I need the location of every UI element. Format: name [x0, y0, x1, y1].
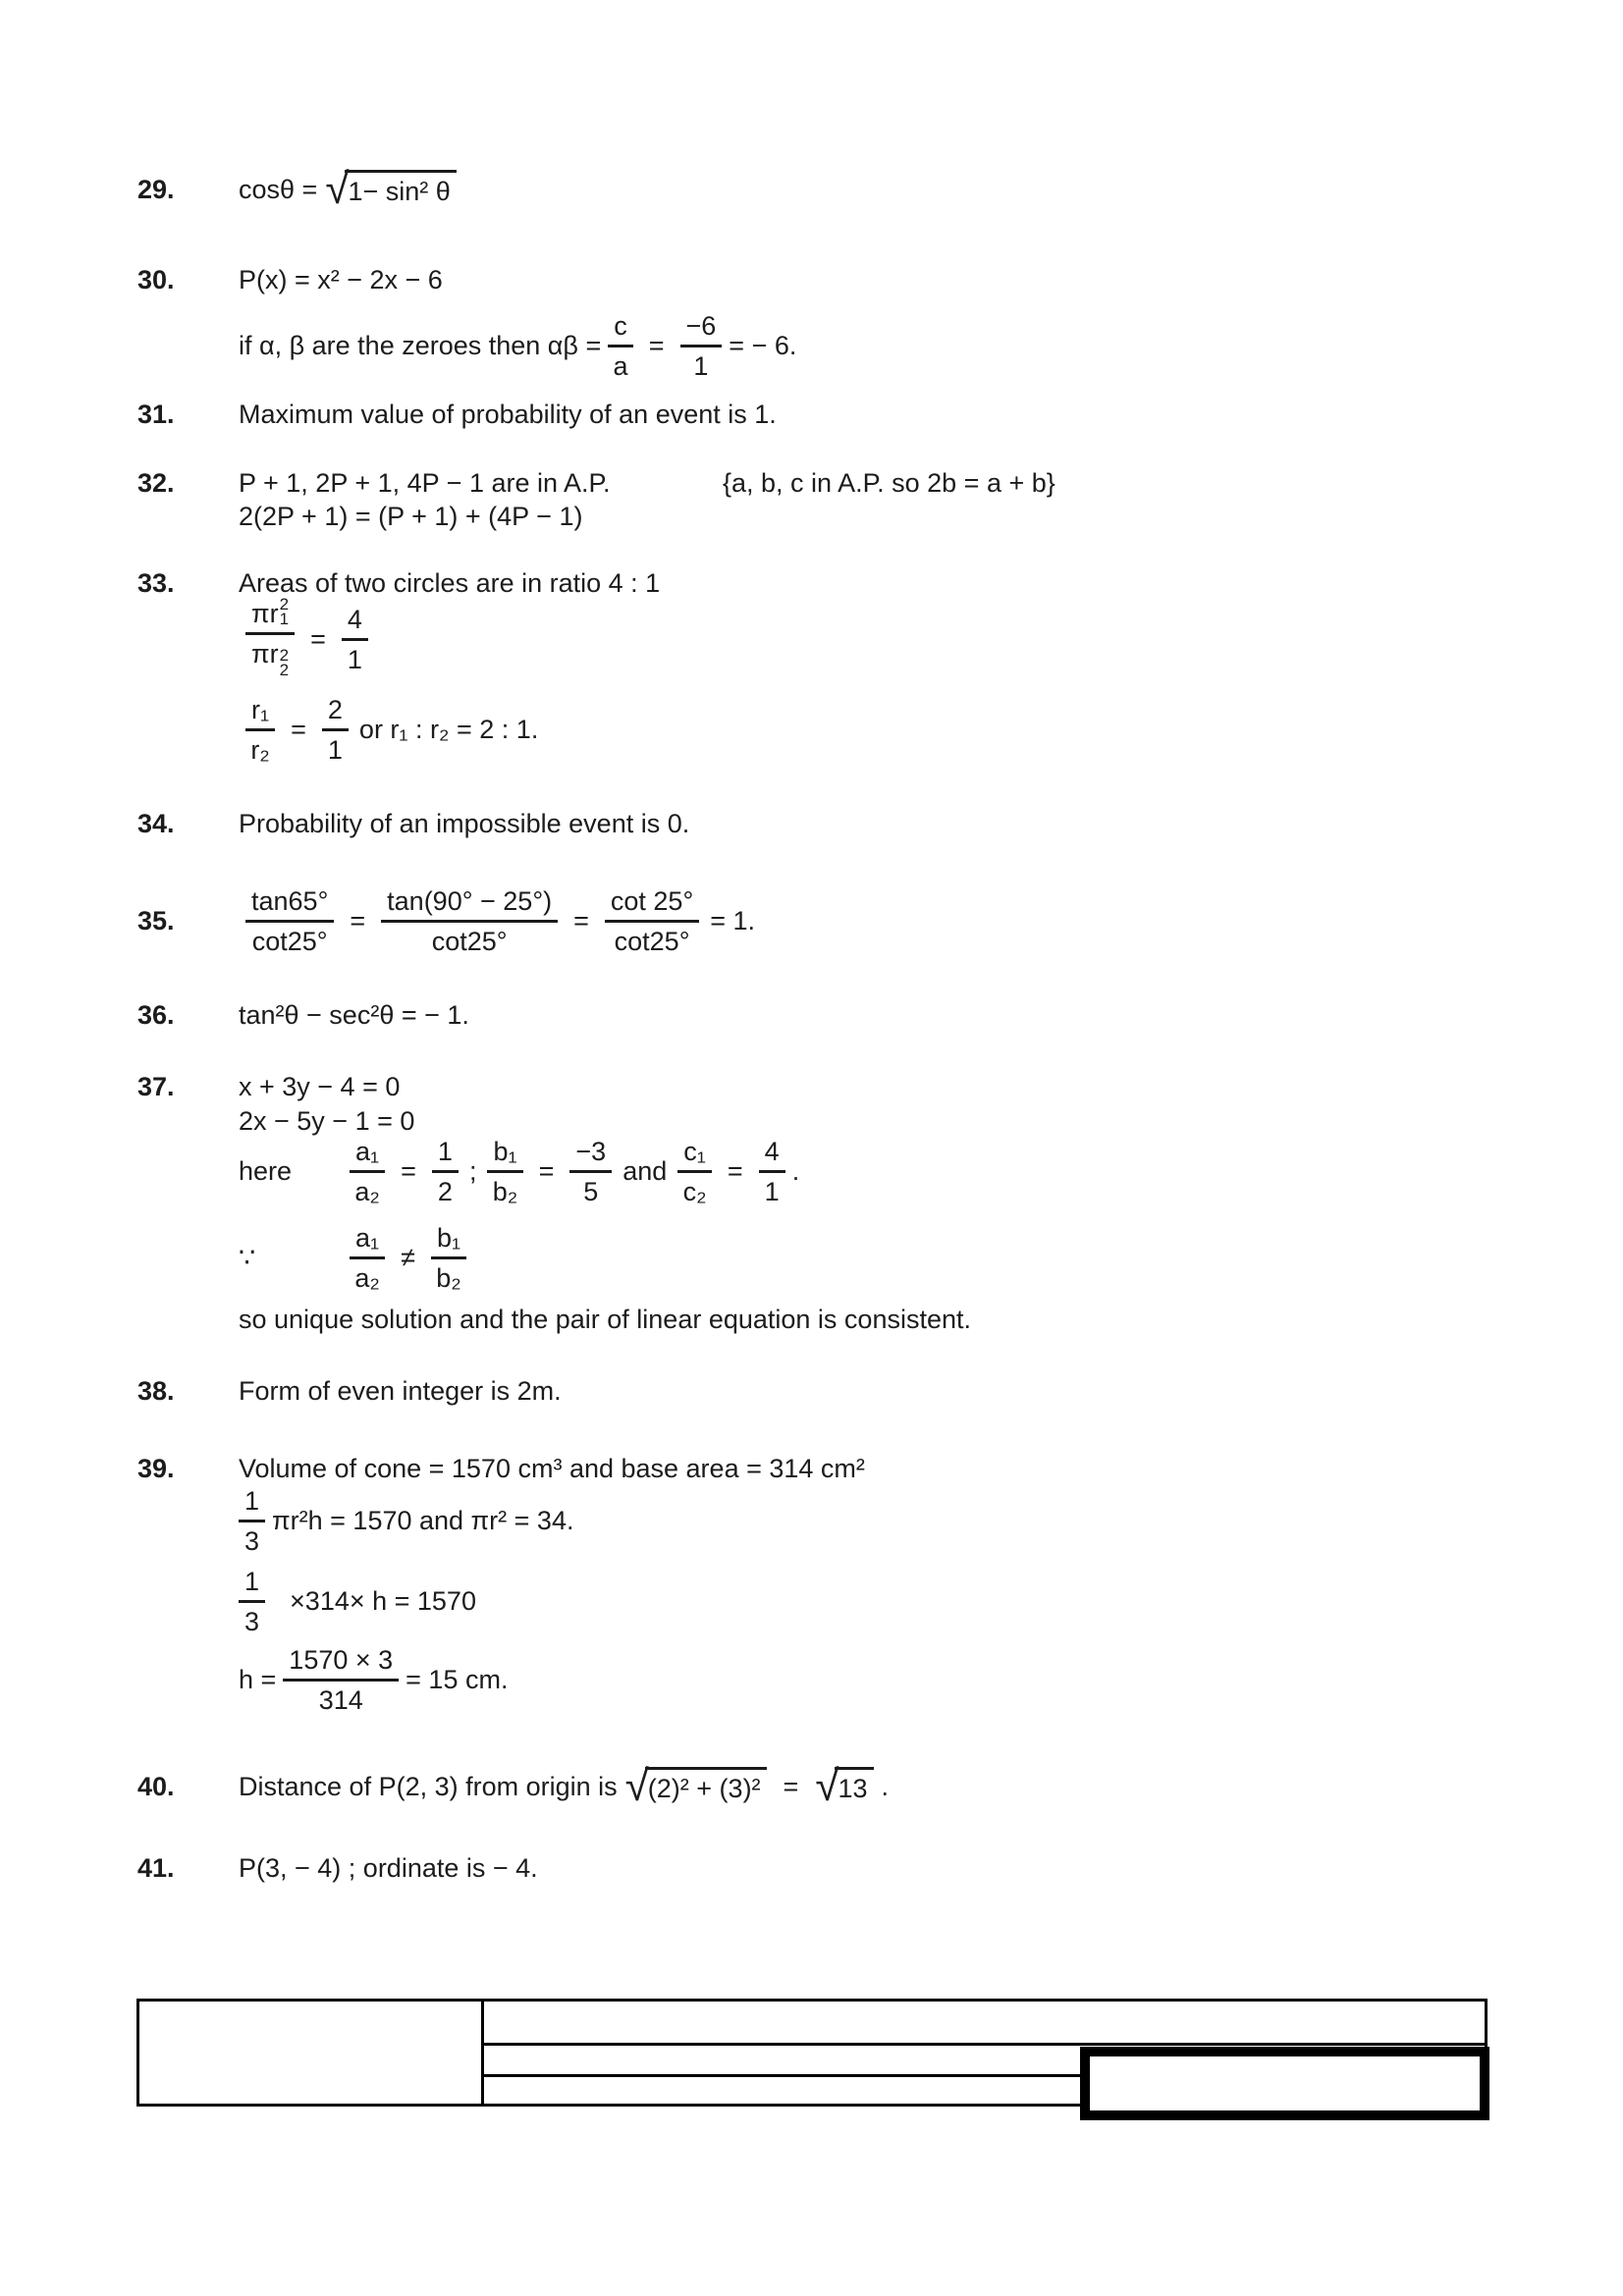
- text: = 1.: [710, 906, 756, 935]
- text: or r₁ : r₂ = 2 : 1.: [358, 715, 539, 744]
- question-38-number: 38.: [137, 1376, 175, 1406]
- because-symbol: ∵: [239, 1243, 256, 1272]
- sup-sub-stack: [280, 648, 289, 677]
- fraction-neg6-over-1: $\frac{-6}{1}$: [680, 311, 723, 381]
- question-31: [137, 398, 777, 431]
- question-32-statement: P + 1, 2P + 1, 4P − 1 are in A.P.: [239, 468, 611, 498]
- equals-sign: =: [291, 715, 306, 744]
- question-41: [137, 1851, 538, 1885]
- subscript: 2: [279, 661, 290, 679]
- question-36: [137, 998, 469, 1032]
- question-39-number: 39.: [137, 1454, 175, 1483]
- question-34: [137, 807, 689, 840]
- question-33-ratio-radii: [239, 692, 538, 767]
- fraction-b1-over-b2: $\frac{\text{b₁}}{\text{b₂}}$: [431, 1223, 466, 1293]
- equals-sign: =: [401, 1156, 416, 1186]
- question-32-number: 32.: [137, 468, 175, 498]
- equation: 2(2P + 1) = (P + 1) + (4P − 1): [239, 502, 583, 531]
- radical-sign: √: [815, 1762, 839, 1810]
- fraction-1-over-3: $\frac{1}{3}$: [239, 1486, 265, 1556]
- and-label: and: [622, 1156, 668, 1186]
- question-32-line-1: [137, 466, 1055, 500]
- fraction-c-over-a: $\frac{c}{a}$: [608, 311, 633, 381]
- question-40-text: Distance of P(2, 3) from origin is: [239, 1772, 618, 1801]
- equals-sign: =: [783, 1772, 799, 1801]
- result-text: = 15 cm.: [406, 1665, 509, 1694]
- subscript: 1: [279, 610, 290, 628]
- sup-sub-stack: [280, 597, 289, 626]
- equals-sign: =: [573, 906, 589, 935]
- question-30-line-1: [137, 263, 443, 296]
- question-31-text: Maximum value of probability of an event is 1.: [239, 400, 777, 429]
- fraction-pi-r1sq-over-pi-r2sq: [245, 595, 295, 679]
- fraction-1570x3-over-314: $\frac{1570 \times 3}{314}$: [283, 1645, 399, 1715]
- equals-sign: =: [350, 906, 366, 935]
- fraction-tan90minus25-over-cot25: $\frac{\tan(90^\circ - 25^\circ)}{\cot 25^\circ}$: [381, 886, 558, 956]
- question-30-number: 30.: [137, 265, 175, 294]
- question-33-ratio-areas: [239, 595, 375, 679]
- question-30-line-2: [239, 309, 796, 382]
- question-34-number: 34.: [137, 809, 175, 838]
- question-29-lhs: cosθ =: [239, 175, 318, 204]
- question-39-step-2: [239, 1561, 476, 1641]
- question-29: [137, 162, 464, 217]
- question-32-side-note: {a, b, c in A.P. so 2b = a + b}: [723, 468, 1055, 498]
- equals-sign: =: [310, 624, 326, 654]
- base: πr: [251, 599, 279, 628]
- equals-sign: =: [538, 1156, 555, 1186]
- question-41-text: P(3, − 4) ; ordinate is − 4.: [239, 1853, 538, 1883]
- fraction-1-over-2: $\frac{1}{2}$: [432, 1137, 459, 1206]
- question-40: [137, 1761, 889, 1812]
- sqrt-expression: [325, 165, 456, 213]
- question-38-text: Form of even integer is 2m.: [239, 1376, 562, 1406]
- fraction-r1-over-r2: $\frac{\text{r₁}}{\text{r₂}}$: [245, 695, 275, 765]
- question-36-text: tan²θ − sec²θ = − 1.: [239, 1000, 469, 1030]
- not-equal-sign: ≠: [401, 1243, 415, 1272]
- text: = − 6.: [729, 331, 797, 360]
- question-30-polynomial: P(x) = x² − 2x − 6: [239, 265, 443, 294]
- equation-text: πr²h = 1570 and πr² = 34.: [272, 1506, 574, 1535]
- superscript: 2: [279, 595, 290, 614]
- question-37-inequality: [239, 1217, 473, 1298]
- fraction-a1-over-a2: $\frac{\text{a₁}}{\text{a₂}}$: [350, 1137, 385, 1206]
- radicand: (2)² + (3)²: [645, 1767, 767, 1803]
- question-29-number: 29.: [137, 175, 175, 204]
- semicolon: ;: [468, 1156, 477, 1186]
- here-label: here: [239, 1156, 293, 1186]
- question-37-number: 37.: [137, 1072, 175, 1101]
- question-39-step-3: [239, 1638, 508, 1721]
- radicand: 1− sin² θ: [345, 170, 456, 206]
- question-36-number: 36.: [137, 1000, 175, 1030]
- question-41-number: 41.: [137, 1853, 175, 1883]
- equation-2: 2x − 5y − 1 = 0: [239, 1106, 415, 1136]
- stamp-box: [1080, 2047, 1489, 2120]
- fraction-4-over-1: $\frac{4}{1}$: [342, 605, 368, 674]
- fraction-a1-over-a2: $\frac{\text{a₁}}{\text{a₂}}$: [350, 1223, 385, 1293]
- fraction-tan65-over-cot25: $\frac{\tan 65^\circ}{\cot 25^\circ}$: [245, 886, 334, 956]
- text: if α, β are the zeroes then αβ =: [239, 331, 602, 360]
- period: .: [881, 1772, 890, 1801]
- fraction-b1-over-b2: $\frac{\text{b₁}}{\text{b₂}}$: [487, 1137, 522, 1206]
- radicand: 13: [835, 1767, 873, 1803]
- question-39-step-1: [239, 1480, 573, 1561]
- fraction-4-over-1: $\frac{4}{1}$: [759, 1137, 785, 1206]
- text: so unique solution and the pair of linear equation is consistent.: [239, 1305, 971, 1334]
- question-39-text: Volume of cone = 1570 cm³ and base area = 314 cm²: [239, 1454, 865, 1483]
- question-35-number: 35.: [137, 906, 175, 935]
- h-equals-label: h =: [239, 1665, 277, 1694]
- fraction-c1-over-c2: $\frac{\text{c₁}}{\text{c₂}}$: [677, 1137, 712, 1206]
- equals-sign: =: [648, 331, 665, 360]
- base: πr: [251, 639, 279, 668]
- fraction-2-over-1: $\frac{2}{1}$: [322, 695, 349, 765]
- question-38: [137, 1374, 562, 1408]
- question-35: [137, 880, 755, 962]
- question-31-number: 31.: [137, 400, 175, 429]
- fraction-cot25-over-cot25: $\frac{\cot 25^\circ}{\cot 25^\circ}$: [605, 886, 699, 956]
- question-34-text: Probability of an impossible event is 0.: [239, 809, 690, 838]
- radical-sign: √: [325, 165, 350, 213]
- equation-1: x + 3y − 4 = 0: [239, 1072, 401, 1101]
- question-32-line-2: [239, 500, 582, 533]
- equation-text: ×314× h = 1570: [290, 1586, 476, 1616]
- fraction-neg3-over-5: $\frac{-3}{5}$: [569, 1137, 612, 1206]
- sqrt-expression: [624, 1762, 767, 1810]
- sqrt-13: [815, 1762, 873, 1810]
- equals-sign: =: [727, 1156, 743, 1186]
- fraction-1-over-3: $\frac{1}{3}$: [239, 1567, 265, 1636]
- footer-table-row-divider-1: [484, 2043, 1485, 2046]
- period: .: [791, 1156, 800, 1186]
- question-33-text: Areas of two circles are in ratio 4 : 1: [239, 568, 661, 598]
- question-37-conclusion: [239, 1303, 971, 1336]
- radical-sign: √: [624, 1762, 649, 1810]
- question-33-heading: [137, 566, 660, 600]
- question-37-ratios: [239, 1131, 799, 1211]
- footer-table-row-divider-2: [484, 2074, 1083, 2077]
- superscript: 2: [279, 646, 290, 665]
- question-33-number: 33.: [137, 568, 175, 598]
- question-40-number: 40.: [137, 1772, 175, 1801]
- question-37-line-1: [137, 1070, 400, 1103]
- footer-table-vertical-divider: [481, 2002, 484, 2104]
